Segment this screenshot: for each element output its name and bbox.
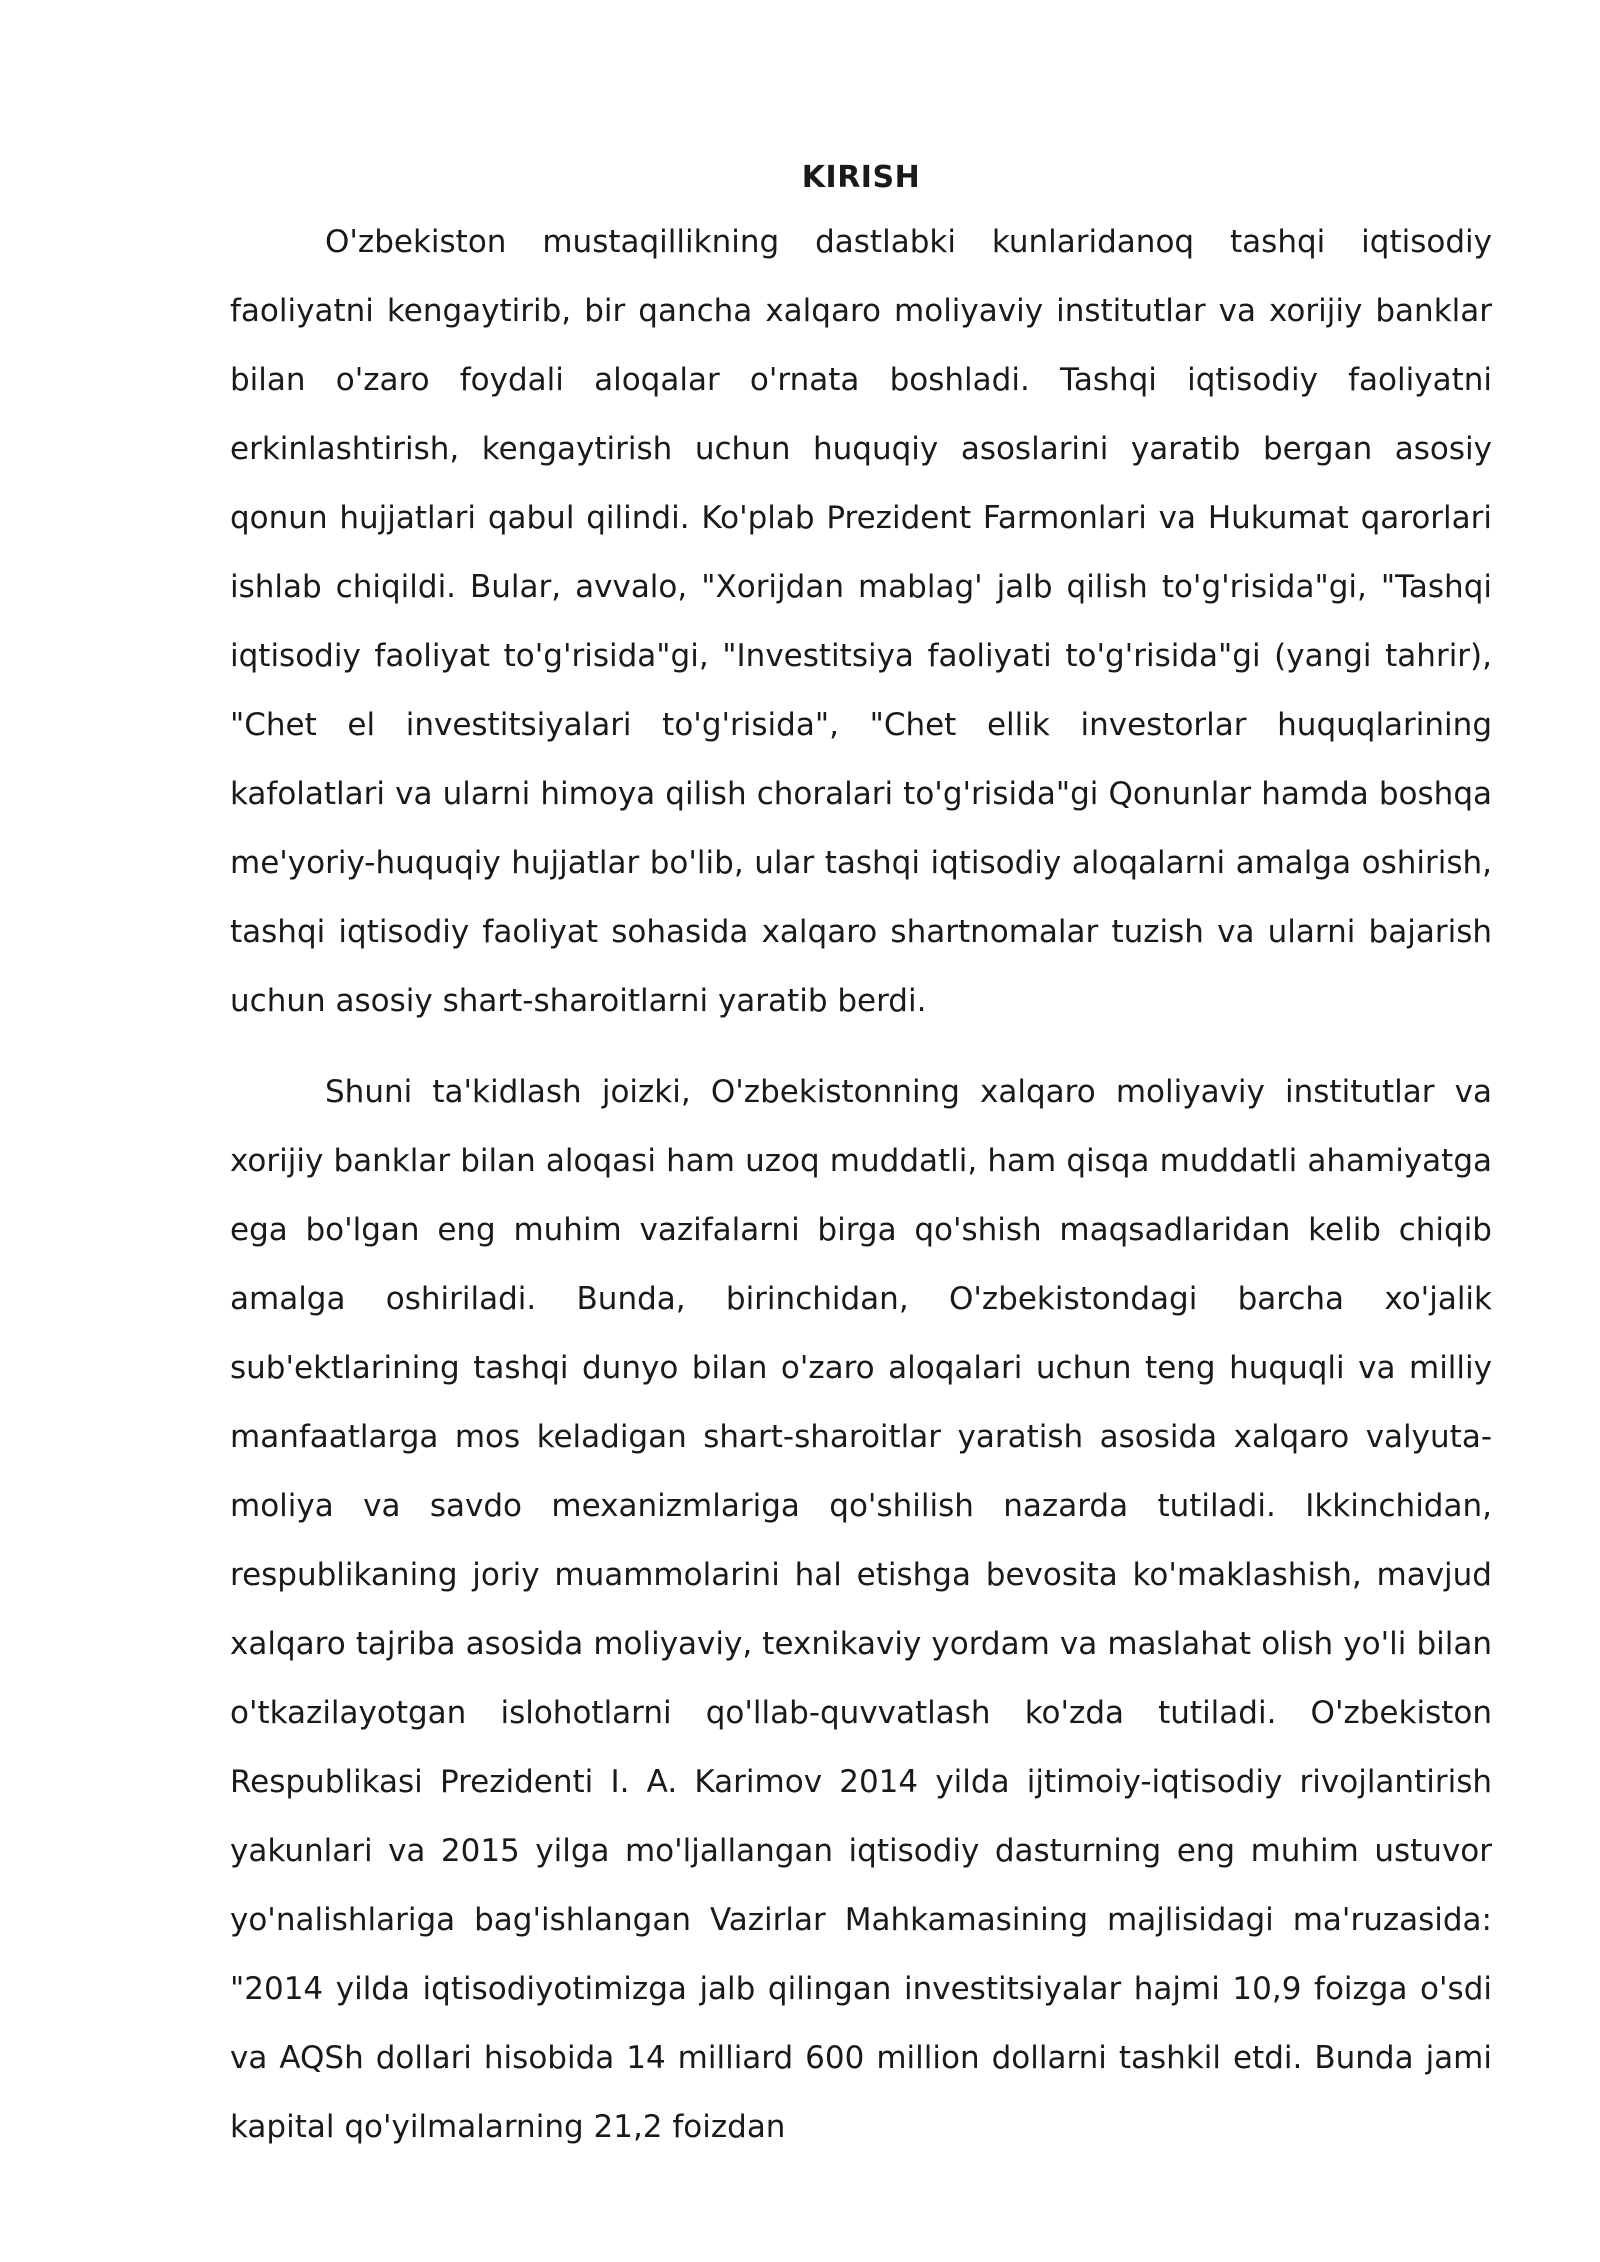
page-title: KIRISH: [801, 160, 921, 195]
document-body: [230, 148, 1492, 2184]
paragraph-1: O'zbekiston mustaqillikning dastlabki kunlaridanoq tashqi iqtisodiy faoliyatni kengaytirib, bir qancha xalqaro moliyaviy institutlar va xorijiy banklar bilan o'zaro foydali aloqalar o'rnata boshladi. Tashqi iqtisodiy faoliyatni erkinlashtirish, kengaytirish uchun huquqiy asoslarini yaratib bergan asosiy qonun hujjatlari qabul qilindi. Ko'plab Prezident Farmonlari va Hukumat qarorlari ishlab chiqildi. Bular, avvalo, "Xorijdan mablag' jalb qilish to'g'risida"gi, "Tashqi iqtisodiy faoliyat to'g'risida"gi, "Investitsiya faoliyati to'g'risida"gi (yangi tahrir), "Chet el investitsiyalari to'g'risida", "Chet ellik investorlar huquqlarining kafolatlari va ularni himoya qilish choralari to'g'risida"gi Qonunlar hamda boshqa me'yoriy-huquqiy hujjatlar bo'lib, ular tashqi iqtisodiy aloqalarni amalga oshirish, tashqi iqtisodiy faoliyat sohasida xalqaro shartnomalar tuzish va ularni bajarish uchun asosiy shart-sharoitlarni yaratib berdi.: [230, 224, 1492, 1019]
paragraph-2: Shuni ta'kidlash joizki, O'zbekistonning xalqaro moliyaviy institutlar va xorijiy banklar bilan aloqasi ham uzoq muddatli, ham qisqa muddatli ahamiyatga ega bo'lgan eng muhim vazifalarni birga qo'shish maqsadlaridan kelib chiqib amalga oshiriladi. Bunda, birinchidan, O'zbekistondagi barcha xo'jalik sub'ektlarining tashqi dunyo bilan o'zaro aloqalari uchun teng huquqli va milliy manfaatlarga mos keladigan shart-sharoitlar yaratish asosida xalqaro valyuta-moliya va savdo mexanizmlariga qo'shilish nazarda tutiladi. Ikkinchidan, respublikaning joriy muammolarini hal etishga bevosita ko'maklashish, mavjud xalqaro tajriba asosida moliyaviy, texnikaviy yordam va maslahat olish yo'li bilan o'tkazilayotgan islohotlarni qo'llab-quvvatlash ko'zda tutiladi. O'zbekiston Respublikasi Prezidenti I. A. Karimov 2014 yilda ijtimoiy-iqtisodiy rivojlantirish yakunlari va 2015 yilga mo'ljallangan iqtisodiy dasturning eng muhim ustuvor yo'nalishlariga bag'ishlangan Vazirlar Mahkamasining majlisidagi ma'ruzasida: "2014 yilda iqtisodiyotimizga jalb qilingan investitsiyalar hajmi 10,9 foizga o'sdi va AQSh dollari hisobida 14 milliard 600 million dollarni tashkil etdi. Bunda jami kapital qo'yilmalarning 21,2 foizdan: [230, 1074, 1492, 2145]
